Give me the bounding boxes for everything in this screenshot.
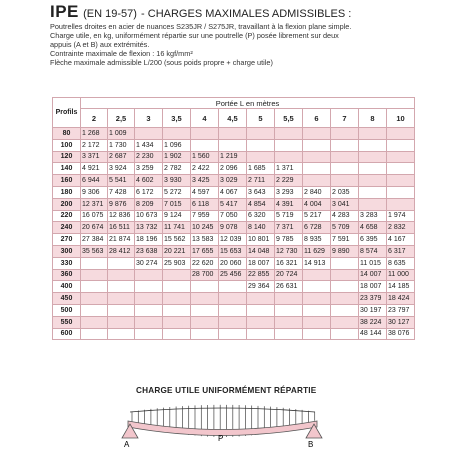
load-cell: 3 371 xyxy=(81,151,108,163)
load-cell xyxy=(81,304,108,316)
load-cell xyxy=(135,304,163,316)
load-cell: 17 655 xyxy=(191,245,219,257)
load-cell: 7 959 xyxy=(191,210,219,222)
load-cell: 1 685 xyxy=(247,163,275,175)
table-row xyxy=(53,222,415,234)
load-cell xyxy=(331,257,359,269)
load-cell xyxy=(191,293,219,305)
load-cell xyxy=(135,328,163,340)
load-cell: 7 591 xyxy=(331,234,359,246)
load-cell: 10 673 xyxy=(135,210,163,222)
load-cell xyxy=(163,269,191,281)
load-cell: 10 245 xyxy=(191,222,219,234)
load-cell xyxy=(303,328,331,340)
load-cell xyxy=(275,293,303,305)
load-cell: 2 711 xyxy=(247,175,275,187)
load-cell: 4 004 xyxy=(303,198,331,210)
page-title xyxy=(50,4,430,22)
load-cell: 14 185 xyxy=(387,281,415,293)
load-cell: 4 597 xyxy=(191,186,219,198)
load-cell: 2 422 xyxy=(191,163,219,175)
load-cell xyxy=(331,328,359,340)
profil-cell: 270 xyxy=(53,234,81,246)
load-cell xyxy=(359,151,387,163)
load-cell xyxy=(219,128,247,140)
profil-cell: 120 xyxy=(53,151,81,163)
table-row xyxy=(53,210,415,222)
load-cell xyxy=(108,304,135,316)
load-cell: 4 067 xyxy=(219,186,247,198)
load-cell xyxy=(387,151,415,163)
load-cell xyxy=(135,269,163,281)
span-header: 4,5 xyxy=(219,109,247,128)
profil-header: Profils xyxy=(53,98,81,128)
load-cell xyxy=(331,139,359,151)
load-cell xyxy=(191,139,219,151)
table-row xyxy=(53,163,415,175)
profil-cell: 80 xyxy=(53,128,81,140)
load-cell: 6 395 xyxy=(359,234,387,246)
load-cell xyxy=(108,328,135,340)
load-cell: 9 306 xyxy=(81,186,108,198)
load-cell xyxy=(247,316,275,328)
load-cell: 14 913 xyxy=(303,257,331,269)
table-row xyxy=(53,257,415,269)
load-cell: 8 574 xyxy=(359,245,387,257)
load-cell xyxy=(191,281,219,293)
load-cell xyxy=(303,269,331,281)
profil-cell: 550 xyxy=(53,316,81,328)
load-cell xyxy=(191,328,219,340)
load-cell: 11 629 xyxy=(303,245,331,257)
load-cell: 20 221 xyxy=(163,245,191,257)
load-cell xyxy=(191,304,219,316)
load-cell: 30 274 xyxy=(135,257,163,269)
load-cell xyxy=(387,186,415,198)
load-cell: 4 602 xyxy=(135,175,163,187)
load-cell xyxy=(303,151,331,163)
diagram-label: CHARGE UTILE UNIFORMÉMENT RÉPARTIE xyxy=(136,386,317,395)
table-row xyxy=(53,234,415,246)
load-cell: 1 974 xyxy=(387,210,415,222)
load-cell xyxy=(331,293,359,305)
load-cell: 38 224 xyxy=(359,316,387,328)
load-cell xyxy=(81,316,108,328)
profil-cell: 600 xyxy=(53,328,81,340)
load-cell xyxy=(359,186,387,198)
load-cell: 3 259 xyxy=(135,163,163,175)
load-cell xyxy=(359,175,387,187)
load-cell xyxy=(163,316,191,328)
load-cell xyxy=(135,281,163,293)
description-line: Poutrelles droites en acier de nuances S235JR / S275JR, travaillant à la flexion plane simple. xyxy=(50,22,352,31)
load-cell: 11 000 xyxy=(387,269,415,281)
table-row xyxy=(53,128,415,140)
profil-cell: 220 xyxy=(53,210,81,222)
load-cell xyxy=(387,128,415,140)
load-cell xyxy=(387,175,415,187)
load-cell: 3 293 xyxy=(275,186,303,198)
load-cell xyxy=(108,257,135,269)
load-cell: 8 635 xyxy=(387,257,415,269)
load-cell xyxy=(108,269,135,281)
load-cell: 18 007 xyxy=(247,257,275,269)
span-header-row xyxy=(53,109,415,128)
load-cell xyxy=(163,304,191,316)
load-cell xyxy=(247,139,275,151)
load-cell xyxy=(219,281,247,293)
table-row xyxy=(53,175,415,187)
description-line: Contrainte maximale de flexion : 16 kgf/mm² xyxy=(50,48,193,58)
span-header: 6 xyxy=(303,109,331,128)
beam-illustration xyxy=(110,386,335,448)
load-cell xyxy=(163,281,191,293)
load-cell: 3 643 xyxy=(247,186,275,198)
load-cell: 18 424 xyxy=(387,293,415,305)
load-cell xyxy=(359,163,387,175)
load-cell: 9 124 xyxy=(163,210,191,222)
table-row xyxy=(53,151,415,163)
title-norm: (EN 19-57) xyxy=(83,8,137,20)
description-line: Flèche maximale admissible L/200 (sous poids propre + charge utile) xyxy=(50,57,273,67)
load-cell: 15 653 xyxy=(219,245,247,257)
load-cell: 29 364 xyxy=(247,281,275,293)
load-cell: 6 944 xyxy=(81,175,108,187)
load-cell: 1 096 xyxy=(163,139,191,151)
load-cell: 22 620 xyxy=(191,257,219,269)
description-line: appuis (A et B) aux extrémités. xyxy=(50,39,150,49)
profil-cell: 330 xyxy=(53,257,81,269)
profil-cell: 140 xyxy=(53,163,81,175)
load-cell: 30 127 xyxy=(387,316,415,328)
load-cell: 15 562 xyxy=(163,234,191,246)
load-cell xyxy=(108,293,135,305)
load-cell: 3 041 xyxy=(331,198,359,210)
load-cell: 3 930 xyxy=(163,175,191,187)
load-cell: 12 730 xyxy=(275,245,303,257)
load-cell: 14 007 xyxy=(359,269,387,281)
load-cell: 3 924 xyxy=(108,163,135,175)
load-table xyxy=(52,97,415,340)
span-header: 4 xyxy=(191,109,219,128)
load-cell: 16 321 xyxy=(275,257,303,269)
load-cell: 20 724 xyxy=(275,269,303,281)
load-cell xyxy=(331,304,359,316)
load-cell: 18 196 xyxy=(135,234,163,246)
load-cell xyxy=(219,316,247,328)
load-cell: 1 902 xyxy=(163,151,191,163)
load-cell: 5 541 xyxy=(108,175,135,187)
load-cell xyxy=(81,269,108,281)
load-cell xyxy=(359,139,387,151)
load-cell: 23 797 xyxy=(387,304,415,316)
profil-cell: 240 xyxy=(53,222,81,234)
load-cell: 3 283 xyxy=(359,210,387,222)
load-cell: 2 782 xyxy=(163,163,191,175)
load-cell: 2 229 xyxy=(275,175,303,187)
load-cell xyxy=(81,257,108,269)
load-cell xyxy=(303,139,331,151)
load-cell: 11 741 xyxy=(163,222,191,234)
load-cell: 35 563 xyxy=(81,245,108,257)
beam-label: P xyxy=(218,434,224,443)
load-cell: 13 583 xyxy=(191,234,219,246)
profil-cell: 160 xyxy=(53,175,81,187)
load-cell: 2 035 xyxy=(331,186,359,198)
table-row xyxy=(53,198,415,210)
load-cell: 2 172 xyxy=(81,139,108,151)
load-cell xyxy=(247,328,275,340)
load-cell: 20 674 xyxy=(81,222,108,234)
load-cell xyxy=(247,293,275,305)
description-line: Charge utile, en kg, uniformément répartie sur une poutrelle (P) posée librement sur deux xyxy=(50,30,339,40)
load-cell: 12 039 xyxy=(219,234,247,246)
table-row xyxy=(53,139,415,151)
table-row xyxy=(53,304,415,316)
load-cell: 3 425 xyxy=(191,175,219,187)
load-cell: 1 371 xyxy=(275,163,303,175)
load-cell: 1 560 xyxy=(191,151,219,163)
table-row xyxy=(53,269,415,281)
profil-cell: 180 xyxy=(53,186,81,198)
load-cell: 26 631 xyxy=(275,281,303,293)
load-cell: 1 268 xyxy=(81,128,108,140)
load-cell: 28 700 xyxy=(191,269,219,281)
load-cell xyxy=(135,128,163,140)
load-cell xyxy=(303,175,331,187)
description xyxy=(50,23,430,68)
load-cell xyxy=(275,128,303,140)
load-cell xyxy=(81,281,108,293)
load-cell xyxy=(359,128,387,140)
table-row xyxy=(53,281,415,293)
load-cell: 1 434 xyxy=(135,139,163,151)
span-header: 3,5 xyxy=(163,109,191,128)
load-cell: 3 029 xyxy=(219,175,247,187)
load-cell: 12 371 xyxy=(81,198,108,210)
load-cell: 2 687 xyxy=(108,151,135,163)
load-cell: 6 172 xyxy=(135,186,163,198)
span-header: 2,5 xyxy=(108,109,135,128)
load-cell: 14 048 xyxy=(247,245,275,257)
load-cell xyxy=(331,175,359,187)
load-cell: 16 075 xyxy=(81,210,108,222)
table-row xyxy=(53,293,415,305)
load-cell xyxy=(275,304,303,316)
load-cell xyxy=(303,128,331,140)
load-cell: 7 050 xyxy=(219,210,247,222)
profil-cell: 450 xyxy=(53,293,81,305)
load-cell: 25 903 xyxy=(163,257,191,269)
load-cell xyxy=(219,293,247,305)
load-cell: 2 832 xyxy=(387,222,415,234)
load-cell xyxy=(303,316,331,328)
load-cell xyxy=(219,139,247,151)
load-cell xyxy=(275,151,303,163)
load-cell xyxy=(81,328,108,340)
load-cell: 5 709 xyxy=(331,222,359,234)
profil-cell: 400 xyxy=(53,281,81,293)
span-header: 2 xyxy=(81,109,108,128)
load-cell: 1 219 xyxy=(219,151,247,163)
load-cell xyxy=(275,328,303,340)
load-cell: 4 921 xyxy=(81,163,108,175)
load-cell xyxy=(163,328,191,340)
load-cell xyxy=(191,128,219,140)
portee-header: Portée L en mètres xyxy=(81,98,415,109)
load-cell xyxy=(387,163,415,175)
span-header: 5 xyxy=(247,109,275,128)
load-cell: 7 428 xyxy=(108,186,135,198)
load-cell: 1 009 xyxy=(108,128,135,140)
load-cell: 9 785 xyxy=(275,234,303,246)
load-cell: 8 209 xyxy=(135,198,163,210)
span-header: 10 xyxy=(387,109,415,128)
profil-cell: 200 xyxy=(53,198,81,210)
load-cell xyxy=(247,128,275,140)
load-cell: 5 217 xyxy=(303,210,331,222)
load-cell xyxy=(387,198,415,210)
load-cell xyxy=(331,151,359,163)
load-cell: 23 379 xyxy=(359,293,387,305)
span-header: 7 xyxy=(331,109,359,128)
load-cell: 9 890 xyxy=(331,245,359,257)
load-cell: 6 728 xyxy=(303,222,331,234)
load-cell: 2 096 xyxy=(219,163,247,175)
title-main: IPE xyxy=(50,2,79,21)
load-cell: 8 140 xyxy=(247,222,275,234)
load-cell: 5 417 xyxy=(219,198,247,210)
load-cell: 1 730 xyxy=(108,139,135,151)
load-cell xyxy=(331,269,359,281)
load-cell xyxy=(219,328,247,340)
span-header: 5,5 xyxy=(275,109,303,128)
profil-cell: 300 xyxy=(53,245,81,257)
load-cell: 7 371 xyxy=(275,222,303,234)
load-cell xyxy=(331,316,359,328)
load-cell xyxy=(219,304,247,316)
load-cell: 2 840 xyxy=(303,186,331,198)
load-cell: 9 078 xyxy=(219,222,247,234)
support-b-label: B xyxy=(308,440,314,448)
load-cell: 28 412 xyxy=(108,245,135,257)
load-cell: 18 007 xyxy=(359,281,387,293)
load-curve xyxy=(130,408,315,412)
span-header: 3 xyxy=(135,109,163,128)
load-cell: 27 384 xyxy=(81,234,108,246)
load-cell: 48 144 xyxy=(359,328,387,340)
load-cell: 5 272 xyxy=(163,186,191,198)
load-cell xyxy=(163,128,191,140)
load-cell: 4 391 xyxy=(275,198,303,210)
load-cell: 7 015 xyxy=(163,198,191,210)
table-row xyxy=(53,316,415,328)
span-header: 8 xyxy=(359,109,387,128)
load-cell: 4 283 xyxy=(331,210,359,222)
load-cell: 20 060 xyxy=(219,257,247,269)
load-diagram xyxy=(110,386,335,448)
load-cell: 6 317 xyxy=(387,245,415,257)
load-cell: 11 015 xyxy=(359,257,387,269)
table-row xyxy=(53,186,415,198)
load-cell: 12 836 xyxy=(108,210,135,222)
load-cell: 38 076 xyxy=(387,328,415,340)
load-cell xyxy=(331,163,359,175)
profil-cell: 500 xyxy=(53,304,81,316)
load-cell: 22 855 xyxy=(247,269,275,281)
load-cell xyxy=(387,139,415,151)
load-cell xyxy=(191,316,219,328)
load-cell xyxy=(163,293,191,305)
table-row xyxy=(53,245,415,257)
load-cell xyxy=(247,304,275,316)
profil-cell: 100 xyxy=(53,139,81,151)
profil-cell: 360 xyxy=(53,269,81,281)
load-cell xyxy=(108,316,135,328)
header xyxy=(50,4,430,68)
load-cell: 2 230 xyxy=(135,151,163,163)
load-cell xyxy=(331,128,359,140)
load-cell xyxy=(303,163,331,175)
load-cell: 23 638 xyxy=(135,245,163,257)
load-cell xyxy=(303,304,331,316)
load-cell: 8 935 xyxy=(303,234,331,246)
load-cell xyxy=(275,316,303,328)
load-cell xyxy=(359,198,387,210)
load-cell xyxy=(303,293,331,305)
load-cell xyxy=(303,281,331,293)
load-cell xyxy=(135,293,163,305)
load-cell: 30 197 xyxy=(359,304,387,316)
load-cell xyxy=(81,293,108,305)
load-cell xyxy=(247,151,275,163)
load-cell: 5 719 xyxy=(275,210,303,222)
load-cell xyxy=(275,139,303,151)
load-cell: 6 118 xyxy=(191,198,219,210)
load-cell: 13 732 xyxy=(135,222,163,234)
load-cell: 9 876 xyxy=(108,198,135,210)
table-row xyxy=(53,328,415,340)
load-cell: 4 854 xyxy=(247,198,275,210)
load-cell: 4 167 xyxy=(387,234,415,246)
load-cell: 6 320 xyxy=(247,210,275,222)
load-cell xyxy=(331,281,359,293)
load-cell: 25 456 xyxy=(219,269,247,281)
load-cell: 10 801 xyxy=(247,234,275,246)
load-cell: 16 511 xyxy=(108,222,135,234)
load-cell xyxy=(135,316,163,328)
load-cell: 21 874 xyxy=(108,234,135,246)
load-cell xyxy=(108,281,135,293)
load-cell: 4 658 xyxy=(359,222,387,234)
support-a-label: A xyxy=(124,440,130,448)
title-rest: - CHARGES MAXIMALES ADMISSIBLES : xyxy=(141,8,352,20)
